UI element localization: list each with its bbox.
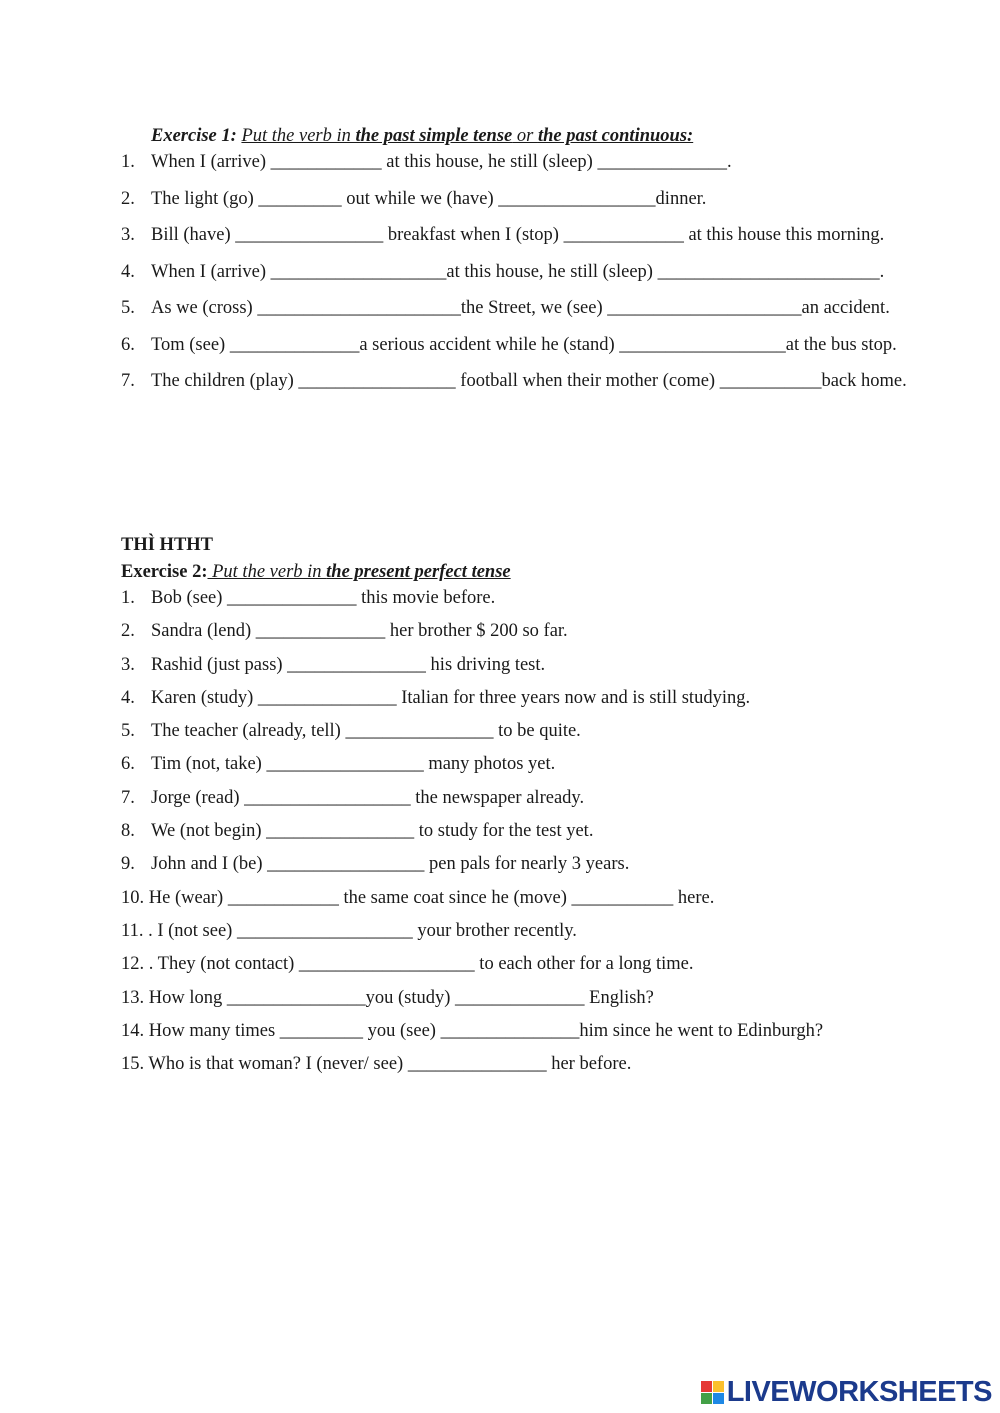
exercise-2-item: 7. Jorge (read) __________________ the newspaper already. (121, 787, 585, 808)
exercise-2-item: 12. . They (not contact) ___________________ to each other for a long time. (121, 954, 694, 975)
exercise-1-label: Exercise 1: (151, 126, 237, 146)
logo-square (713, 1393, 724, 1404)
exercise-1-item: 1. When I (arrive) ____________ at this house, he still (sleep) ______________. (121, 152, 732, 172)
exercise-1-list (121, 149, 921, 405)
tense-past-simple: the past simple tense (355, 126, 513, 146)
exercise-2-item: 9. John and I (be) _________________ pen pals for nearly 3 years. (121, 854, 630, 875)
exercise-2-item: 2. Sandra (lend) ______________ her brother $ 200 so far. (121, 621, 568, 642)
exercise-2-item: 3. Rashid (just pass) _______________ his driving test. (121, 654, 546, 675)
logo-square (701, 1393, 712, 1404)
liveworksheets-logo-icon (701, 1381, 724, 1404)
exercise-1-item: 5. As we (cross) ______________________the Street, we (see) _____________________an accident. (121, 298, 890, 318)
exercise-1-item: 6. Tom (see) ______________a serious accident while he (stand) __________________at the bus stop. (121, 334, 897, 355)
exercise-2-item: 10. He (wear) ____________ the same coat since he (move) ___________ here. (121, 887, 715, 908)
liveworksheets-wordmark: LIVEWORKSHEETS (726, 1376, 992, 1408)
exercise-2-item: 1. Bob (see) ______________ this movie before. (121, 588, 496, 608)
section-title: THÌ HTHT (121, 535, 214, 555)
exercise-2-label: Exercise 2: (121, 562, 208, 582)
exercise-2-list (121, 582, 921, 1081)
exercise-2-item: 5. The teacher (already, tell) ________________ to be quite. (121, 721, 581, 742)
logo-square (701, 1381, 712, 1392)
exercise-2-item: 14. How many times _________ you (see) _______________him since he went to Edinburgh? (121, 1020, 824, 1041)
exercise-1-instruction: Put the verb in the past simple tense or the past continuous: (241, 126, 694, 146)
exercise-2-instruction: Put the verb in the present perfect tense (207, 562, 511, 582)
exercise-2-item: 4. Karen (study) _______________ Italian for three years now and is still studying. (121, 687, 751, 708)
tense-past-continuous: the past continuous: (537, 126, 694, 146)
exercise-2-item: 6. Tim (not, take) _________________ many photos yet. (121, 754, 556, 775)
exercise-1-item: 4. When I (arrive) ___________________at this house, he still (sleep) ________________________. (121, 261, 885, 282)
exercise-1-item: 2. The light (go) _________ out while we (have) _________________dinner. (121, 188, 707, 209)
exercise-2-item: 13. How long _______________you (study) ______________ English? (121, 987, 654, 1008)
exercise-2-heading (121, 560, 511, 584)
logo-square (713, 1381, 724, 1392)
exercise-2-item: 8. We (not begin) ________________ to study for the test yet. (121, 821, 594, 842)
exercise-2-item: 11. . I (not see) ___________________ your brother recently. (121, 920, 577, 941)
exercise-2-item: 15. Who is that woman? I (never/ see) _______________ her before. (121, 1054, 632, 1075)
liveworksheets-logo[interactable] (701, 1376, 992, 1409)
exercise-1-item: 3. Bill (have) ________________ breakfast when I (stop) _____________ at this house this morning. (121, 225, 885, 245)
exercise-1-heading (151, 124, 693, 148)
tense-present-perfect: the present perfect tense (326, 562, 511, 582)
exercise-1-item: 7. The children (play) _________________ football when their mother (come) ___________back home. (121, 371, 907, 391)
